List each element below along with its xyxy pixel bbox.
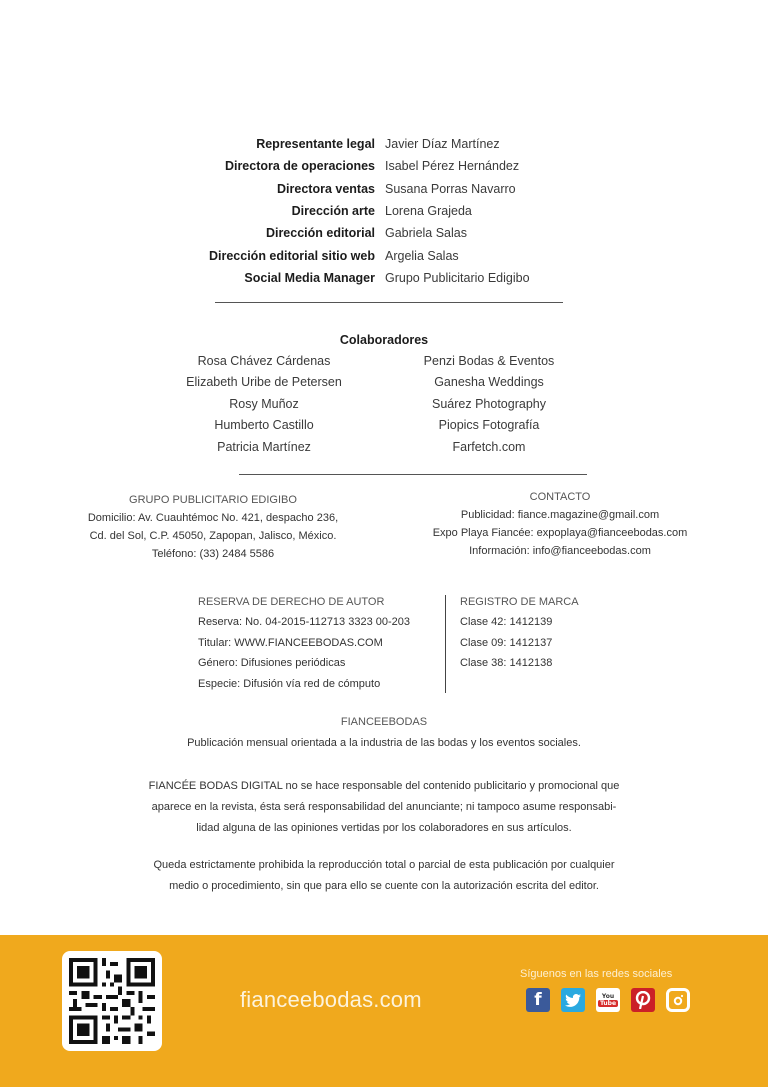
collaborator-name: Piopics Fotografía	[438, 418, 540, 433]
phone-line: Teléfono: (33) 2484 5586	[151, 548, 275, 560]
staff-row	[0, 222, 768, 244]
collaborator-name: Patricia Martínez	[217, 439, 311, 454]
divider	[215, 302, 563, 303]
publication-name: FIANCEEBODAS	[340, 716, 428, 728]
staff-name: Gabriela Salas	[385, 226, 467, 241]
staff-name: Susana Porras Navarro	[385, 181, 516, 196]
reserve-line: Especie: Difusión vía red de cómputo	[198, 677, 381, 690]
reserve-line: Reserva: No. 04-2015-112713 3323 00-203	[198, 616, 411, 629]
staff-name: Grupo Publicitario Edigibo	[385, 270, 530, 285]
staff-name: Argelia Salas	[385, 248, 459, 263]
social-links	[526, 988, 690, 1012]
staff-name: Lorena Grajeda	[385, 204, 472, 219]
disclaimer-line: lidad alguna de las opiniones vertidas por los colaboradores en sus artículos.	[196, 822, 572, 834]
copyright-reserve	[198, 592, 410, 694]
contact-line: Expo Playa Fiancée: expoplaya@fianceebodas.com	[432, 527, 688, 539]
publication-description: Publicación mensual orientada a la industria de las bodas y los eventos sociales.	[187, 737, 581, 749]
vertical-divider	[445, 595, 446, 693]
trademark-line: Clase 09: 1412137	[460, 636, 553, 649]
staff-row	[0, 155, 768, 177]
youtube-label-bottom: Tube	[599, 1000, 617, 1007]
staff-row	[0, 200, 768, 222]
facebook-icon[interactable]: f	[526, 988, 550, 1012]
staff-role: Dirección editorial sitio web	[208, 248, 375, 263]
collaborator-name: Suárez Photography	[432, 396, 546, 411]
reserve-line: Titular: WWW.FIANCEEBODAS.COM	[198, 636, 383, 649]
staff-name: Isabel Pérez Hernández	[385, 159, 520, 174]
divider	[239, 474, 587, 475]
address-line: Cd. del Sol, C.P. 45050, Zapopan, Jalisco, México.	[89, 530, 337, 542]
twitter-icon[interactable]	[561, 988, 585, 1012]
staff-role: Directora ventas	[277, 181, 375, 196]
staff-row	[0, 244, 768, 266]
pinterest-icon[interactable]	[631, 988, 655, 1012]
company-name: GRUPO PUBLICITARIO EDIGIBO	[129, 494, 297, 506]
staff-role: Social Media Manager	[244, 270, 375, 285]
staff-role: Directora de operaciones	[224, 159, 375, 174]
collaborator-name: Penzi Bodas & Eventos	[423, 354, 555, 368]
trademark-line: Clase 38: 1412138	[460, 657, 553, 670]
reserve-heading: RESERVA DE DERECHO DE AUTOR	[198, 596, 385, 608]
staff-role: Representante legal	[256, 137, 375, 152]
trademark-line: Clase 42: 1412139	[460, 616, 553, 629]
contact-block	[380, 488, 740, 560]
footer-bar	[0, 935, 768, 1087]
staff-row	[0, 267, 768, 289]
contact-line: Publicidad: fiance.magazine@gmail.com	[460, 509, 660, 521]
website-link[interactable]: fianceebodas.com	[240, 987, 422, 1012]
address-line: Domicilio: Av. Cuauhtémoc No. 421, despacho 236,	[87, 512, 339, 524]
trademark-heading: REGISTRO DE MARCA	[460, 596, 579, 608]
qr-code[interactable]	[62, 951, 162, 1051]
collaborator-name: Ganesha Weddings	[434, 375, 544, 390]
prohibition-line: Queda estrictamente prohibida la reproducción total o parcial de esta publicación por cualquier	[153, 859, 615, 871]
disclaimer-line: aparece en la revista, ésta será responsabilidad del anunciante; ni tampoco asume responsabi-	[151, 801, 617, 813]
contact-line: Información: info@fianceebodas.com	[469, 545, 651, 557]
youtube-label-top: You	[601, 993, 615, 1000]
disclaimer-line: FIANCÉE BODAS DIGITAL no se hace responsable del contenido publicitario y promocional que	[148, 780, 620, 792]
company-address	[40, 491, 386, 563]
staff-row	[0, 178, 768, 200]
contact-heading: CONTACTO	[529, 491, 591, 503]
staff-list	[0, 133, 768, 289]
reserve-line: Género: Difusiones periódicas	[198, 657, 346, 670]
collaborator-name: Elizabeth Uribe de Petersen	[186, 375, 342, 390]
instagram-icon[interactable]	[666, 988, 690, 1012]
follow-us-label: Síguenos en las redes sociales	[520, 968, 673, 980]
staff-name: Javier Díaz Martínez	[385, 137, 500, 152]
collaborators-left-column	[134, 351, 394, 458]
collaborator-name: Rosa Chávez Cárdenas	[197, 354, 331, 368]
staff-role: Dirección editorial	[265, 226, 375, 241]
collaborator-name: Humberto Castillo	[214, 418, 314, 433]
youtube-icon[interactable]	[596, 988, 620, 1012]
collaborators-right-column	[359, 351, 619, 458]
trademark-registry	[460, 592, 579, 674]
staff-role: Dirección arte	[291, 204, 375, 219]
prohibition-line: medio o procedimiento, sin que para ello se cuente con la autorización escrita del editor.	[169, 880, 599, 892]
collaborator-name: Rosy Muñoz	[229, 396, 299, 411]
collaborator-name: Farfetch.com	[452, 439, 526, 454]
staff-row	[0, 133, 768, 155]
collaborators-title: Colaboradores	[339, 333, 429, 347]
qr-code-image	[69, 958, 155, 1044]
